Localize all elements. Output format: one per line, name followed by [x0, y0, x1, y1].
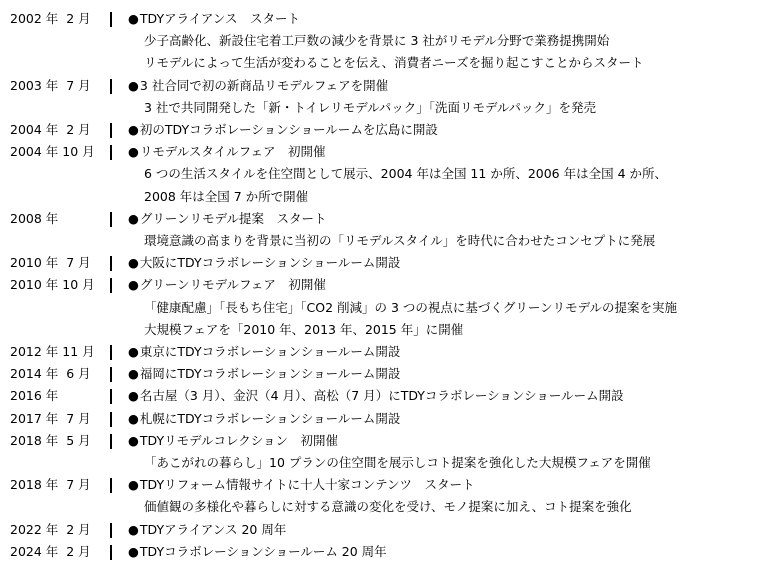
entry-date: 2016 年 — [10, 388, 59, 404]
timeline-entry — [0, 430, 760, 474]
entry-detail: 2008 年は全国 7 か所で開催 — [144, 188, 309, 204]
entry-content — [128, 208, 760, 252]
entry-content — [128, 252, 760, 274]
timeline-separator — [110, 389, 112, 404]
timeline-separator — [110, 434, 112, 449]
entry-title: ● グリーンリモデルフェア 初開催 — [128, 274, 760, 296]
entry-title: ● TDYリモデルコレクション 初開催 — [128, 430, 760, 452]
timeline-separator — [110, 523, 112, 538]
timeline-entry — [0, 141, 760, 208]
timeline-entry — [0, 119, 760, 141]
entry-title: ● 初のTDYコラボレーションショールームを広島に開設 — [128, 119, 760, 141]
entry-date: 2022 年 2 月 — [10, 521, 91, 537]
entry-content — [128, 430, 760, 474]
entry-title: ● 大阪にTDYコラボレーションショールーム開設 — [128, 252, 760, 274]
entry-date: 2008 年 — [10, 210, 59, 226]
entry-content — [128, 119, 760, 141]
timeline-entry — [0, 75, 760, 119]
entry-date: 2012 年 11 月 — [10, 344, 95, 360]
timeline-entry — [0, 408, 760, 430]
entry-content — [128, 274, 760, 341]
timeline-separator — [110, 145, 112, 160]
timeline-separator — [110, 12, 112, 27]
history-timeline — [0, 8, 760, 563]
timeline-entry — [0, 474, 760, 518]
timeline-separator — [110, 545, 112, 560]
entry-content — [128, 385, 760, 407]
entry-detail: 6 つの生活スタイルを住空間として展示、2004 年は全国 11 か所、2006 年は全国 4 か所、 — [144, 166, 667, 182]
entry-title: ● リモデルスタイルフェア 初開催 — [128, 141, 760, 163]
timeline-separator — [110, 256, 112, 271]
entry-date: 2004 年 2 月 — [10, 122, 91, 138]
timeline-entry — [0, 8, 760, 75]
entry-title: ● TDYコラボレーションショールーム 20 周年 — [128, 541, 760, 563]
entry-content — [128, 141, 760, 208]
entry-content — [128, 474, 760, 518]
timeline-separator — [110, 345, 112, 360]
timeline-separator — [110, 123, 112, 138]
entry-content — [128, 8, 760, 75]
timeline-separator — [110, 478, 112, 493]
entry-detail: 価値観の多様化や暮らしに対する意識の変化を受け、モノ提案に加え、コト提案を強化 — [144, 499, 632, 515]
entry-date: 2018 年 7 月 — [10, 477, 91, 493]
entry-detail: 大規模フェアを「2010 年、2013 年、2015 年」に開催 — [144, 321, 464, 337]
entry-title: ● 3 社合同で初の新商品リモデルフェアを開催 — [128, 75, 760, 97]
entry-date: 2004 年 10 月 — [10, 144, 95, 160]
entry-detail: 「あこがれの暮らし」10 プランの住空間を展示しコト提案を強化した大規模フェアを開催 — [144, 455, 651, 471]
timeline-entry — [0, 541, 760, 563]
timeline-separator — [110, 212, 112, 227]
entry-title: ● TDYリフォーム情報サイトに十人十家コンテンツ スタート — [128, 474, 760, 496]
entry-content — [128, 341, 760, 363]
entry-content — [128, 519, 760, 541]
timeline-entry — [0, 208, 760, 252]
timeline-separator — [110, 278, 112, 293]
timeline-separator — [110, 412, 112, 427]
entry-title: ● TDYアライアンス スタート — [128, 8, 760, 30]
timeline-entry — [0, 385, 760, 407]
entry-detail: リモデルによって生活が変わることを伝え、消費者ニーズを掘り起こすことからスタート — [144, 55, 644, 71]
entry-date: 2002 年 2 月 — [10, 11, 91, 26]
entry-detail: 「健康配慮」「長もち住宅」「CO2 削減」の 3 つの視点に基づくグリーンリモデルの提案を実施 — [144, 299, 678, 315]
timeline-entry — [0, 252, 760, 274]
entry-title: ● 福岡にTDYコラボレーションショールーム開設 — [128, 363, 760, 385]
entry-title: ● 札幌にTDYコラボレーションショールーム開設 — [128, 408, 760, 430]
timeline-entry — [0, 274, 760, 341]
timeline-entry — [0, 341, 760, 363]
timeline-entry — [0, 519, 760, 541]
entry-date: 2014 年 6 月 — [10, 366, 91, 382]
entry-content — [128, 408, 760, 430]
entry-date: 2018 年 5 月 — [10, 432, 91, 448]
entry-date: 2017 年 7 月 — [10, 410, 91, 426]
timeline-separator — [110, 79, 112, 94]
timeline-separator — [110, 367, 112, 382]
entry-date: 2003 年 7 月 — [10, 77, 91, 93]
entry-detail: 3 社で共同開発した「新・トイレリモデルパック」「洗面リモデルパック」を発売 — [144, 99, 597, 115]
entry-title: ● 名古屋（3 月）、金沢（4 月）、高松（7 月）にTDYコラボレーションショールーム開設 — [128, 385, 760, 407]
entry-content — [128, 541, 760, 563]
entry-date: 2010 年 7 月 — [10, 255, 91, 271]
entry-date: 2010 年 10 月 — [10, 277, 95, 293]
entry-date: 2024 年 2 月 — [10, 543, 91, 559]
entry-content — [128, 75, 760, 119]
entry-title: ● TDYアライアンス 20 周年 — [128, 519, 760, 541]
entry-detail: 環境意識の高まりを背景に当初の「リモデルスタイル」を時代に合わせたコンセプトに発展 — [144, 233, 656, 249]
entry-content — [128, 363, 760, 385]
entry-title: ● グリーンリモデル提案 スタート — [128, 208, 760, 230]
timeline-entry — [0, 363, 760, 385]
entry-title: ● 東京にTDYコラボレーションショールーム開設 — [128, 341, 760, 363]
entry-detail: 少子高齢化、新設住宅着工戸数の減少を背景に 3 社がリモデル分野で業務提携開始 — [144, 33, 610, 49]
